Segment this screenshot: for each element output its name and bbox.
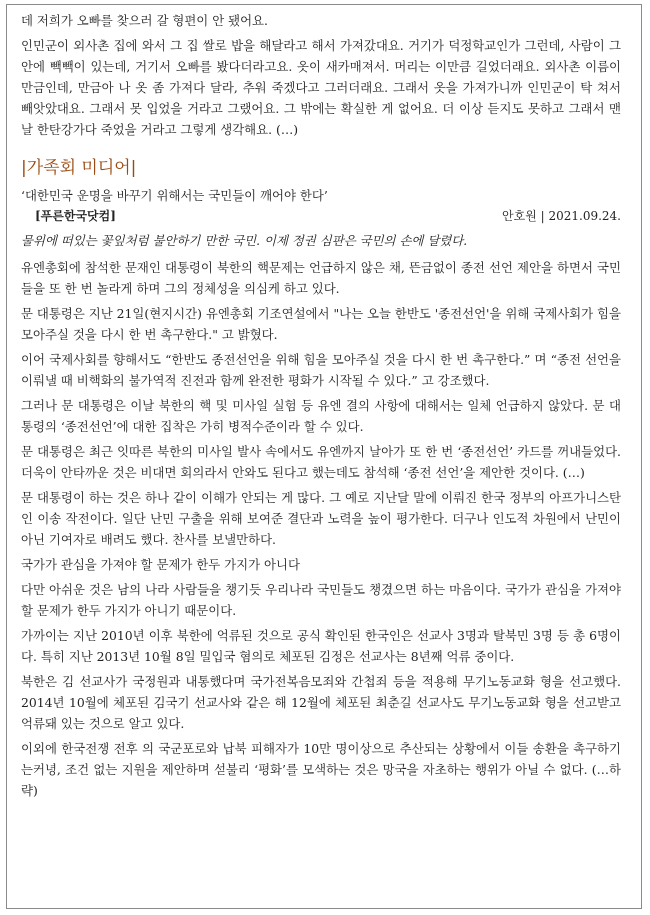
article-title: ‘대한민국 운명을 바꾸기 위해서는 국민들이 깨어야 한다’ [21, 188, 328, 203]
intro-paragraph-2: 인민군이 외사촌 집에 와서 그 집 쌀로 밥을 해달라고 해서 가져갔대요. 거기가 덕정학교인가 그런데, 사람이 그 안에 빽빽이 있는데, 거기서 오빠를 봤다더라고요. 옷이 새카매져서. 머리는 이만큼 길었더래요. 외사촌 이름이 만금인데, 만금아 나 옷 좀 가져다 달라, 추워 죽겠다고 그러더래요. 그래서 옷을 가져가니까 인민군이 탁 쳐서 빼앗았대요. 그래서 못 입었을 거라고 그랬어요. 그 밖에는 확실한 게 없어요. 더 이상 듣지도 못하고 그래서 맨날 한탄강가다 죽었을 거라고 그렇게 생각해요. (…) [21, 38, 621, 137]
article-author-date: 안호원 | 2021.09.24. [502, 209, 621, 223]
article-paragraph: 다만 아쉬운 것은 남의 나라 사람들을 챙기듯 우리나라 국민들도 챙겼으면 하는 마음이다. 국가가 관심을 가져야 할 문제가 한두 가지가 아니기 때문이다. [21, 582, 621, 618]
article-paragraph: 문 대통령은 지난 21일(현지시간) 유엔총회 기조연설에서 "나는 오늘 한반도 '종전선언'을 위해 국제사회가 힘을 모아주실 것을 다시 한 번 촉구한다." 고 밝혔다. [21, 306, 621, 342]
section-title: |가족회 미디어| [21, 158, 137, 178]
document-body [21, 10, 621, 805]
article-subheading: 국가가 관심을 가져야 할 문제가 한두 가지가 아니다 [21, 557, 300, 572]
article-lead: 물위에 떠있는 꽃잎처럼 불안하기 만한 국민. 이제 정권 심판은 국민의 손에 달렸다. [21, 233, 468, 248]
article-paragraph: 북한은 김 선교사가 국정원과 내통했다며 국가전복음모죄와 간첩죄 등을 적용해 무기노동교화 형을 선고했다. 2014년 10월에 체포된 김국기 선교사와 같은 해 12월에 체포된 최춘길 선교사도 무기노동교화 형을 선고받고 억류돼 있는 것으로 알고 있다. [21, 674, 621, 731]
article-source: [푸른한국닷컴] [35, 209, 116, 223]
article-paragraph: 가까이는 지난 2010년 이후 북한에 억류된 것으로 공식 확인된 한국인은 선교사 3명과 탈북민 3명 등 총 6명이다. 특히 지난 2013년 10월 8일 밀입국 혐의로 체포된 김정은 선교사는 8년째 억류 중이다. [21, 628, 621, 664]
article-byline [21, 206, 621, 226]
article-paragraph: 이외에 한국전쟁 전후 의 국군포로와 납북 피해자가 10만 명이상으로 추산되는 상황에서 이들 송환을 촉구하기는커녕, 조건 없는 지원을 제안하며 섣불리 ‘평화’를 모색하는 것은 망국을 자초하는 행위가 아닐 수 없다. (…하략) [21, 741, 621, 798]
article-paragraph: 그러나 문 대통령은 이날 북한의 핵 및 미사일 실험 등 유엔 결의 사항에 대해서는 일체 언급하지 않았다. 문 대통령의 ‘종전선언’에 대한 집착은 가히 병적수준이라 할 수 있다. [21, 398, 621, 434]
article-paragraph: 문 대통령은 최근 잇따른 북한의 미사일 발사 속에서도 유엔까지 날아가 또 한 번 ‘종전선언’ 카드를 꺼내들었다. 더욱이 안타까운 것은 비대면 회의라서 안와도 된다고 했는데도 참석해 ‘종전 선언’을 제안한 것이다. (…) [21, 444, 621, 480]
article-paragraph: 유엔총회에 참석한 문재인 대통령이 북한의 핵문제는 언급하지 않은 채, 뜬금없이 종전 선언 제안을 하면서 국민들을 또 한 번 놀라게 하며 그의 정체성을 의심케 하고 있다. [21, 260, 621, 296]
article-paragraph: 이어 국제사회를 향해서도 “한반도 종전선언을 위해 힘을 모아주실 것을 다시 한 번 촉구한다.” 며 “종전 선언을 이뤄낼 때 비핵화의 불가역적 진전과 함께 완전한 평화가 시작될 수 있다.” 고 강조했다. [21, 352, 621, 388]
intro-paragraph-1: 데 저희가 오빠를 찾으러 갈 형편이 안 됐어요. [21, 13, 268, 28]
article-paragraph: 문 대통령이 하는 것은 하나 같이 이해가 안되는 게 많다. 그 예로 지난달 말에 이뤄진 한국 정부의 아프가니스탄인 이송 작전이다. 일단 난민 구출을 위해 보여준 결단과 노력을 높이 평가한다. 더구나 인도적 차원에서 난민이 아닌 기여자로 배려도 했다. 찬사를 보낼만하다. [21, 490, 621, 547]
